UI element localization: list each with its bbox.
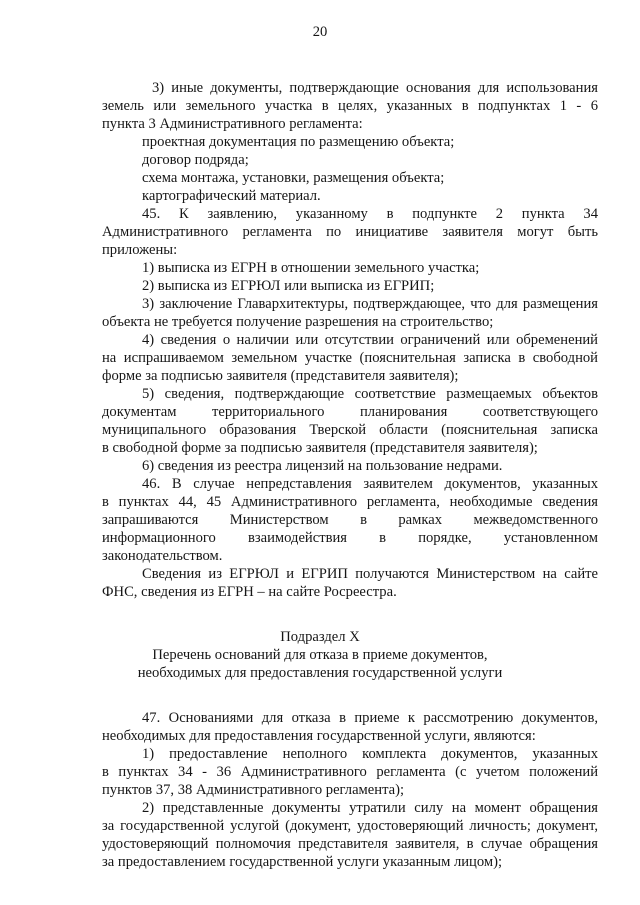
subsection-subtitle: Перечень оснований для отказа в приеме документов, bbox=[152, 647, 488, 663]
text-line: 1) выписка из ЕГРН в отношении земельного участка; bbox=[142, 260, 480, 276]
text-line: ФНС, сведения из ЕГРН – на сайте Росреестра. bbox=[102, 584, 397, 600]
subsection-title: Подраздел X bbox=[280, 629, 360, 645]
text-line: проектная документация по размещению объекта; bbox=[142, 134, 455, 150]
text-line: 2) представленные документы утратили силу на момент обращения bbox=[142, 800, 598, 816]
text-line: пунктов 37, 38 Административного регламента); bbox=[102, 782, 405, 798]
text-line: 3) иные документы, подтверждающие основания для использования bbox=[152, 80, 598, 96]
text-line: Сведения из ЕГРЮЛ и ЕГРИП получаются Министерством на сайте bbox=[142, 566, 598, 582]
text-line: информационного взаимодействия в порядке, установленном bbox=[102, 530, 598, 546]
text-line: законодательством. bbox=[102, 548, 223, 564]
text-line: пункта 3 Административного регламента: bbox=[102, 116, 363, 132]
text-line: 5) сведения, подтверждающие соответствие размещаемых объектов bbox=[142, 386, 598, 402]
subsection-subtitle: необходимых для предоставления государственной услуги bbox=[137, 665, 503, 681]
text-line: 1) предоставление неполного комплекта документов, указанных bbox=[142, 746, 598, 762]
text-line: на испрашиваемом земельном участке (пояснительная записка в свободной bbox=[102, 350, 598, 366]
text-line: в свободной форме за подписью заявителя (представителя заявителя); bbox=[102, 440, 538, 456]
text-line: форме за подписью заявителя (представителя заявителя); bbox=[102, 368, 459, 384]
text-line: 3) заключение Главархитектуры, подтверждающее, что для размещения bbox=[142, 296, 598, 312]
text-line: Административного регламента по инициативе заявителя могут быть bbox=[102, 224, 598, 240]
text-line: в пунктах 44, 45 Административного регламента, необходимые сведения bbox=[102, 494, 598, 510]
text-line: в пунктах 34 - 36 Административного регламента (с учетом положений bbox=[102, 764, 598, 780]
text-line: необходимых для предоставления государственной услуги, являются: bbox=[102, 728, 536, 744]
text-line: запрашиваются Министерством в рамках межведомственного bbox=[102, 512, 598, 528]
text-line: муниципального образования Тверской области (пояснительная записка bbox=[102, 422, 598, 438]
text-line: объекта не требуется получение разрешения на строительство; bbox=[102, 314, 494, 330]
text-line: приложены: bbox=[102, 242, 178, 258]
text-line: схема монтажа, установки, размещения объекта; bbox=[142, 170, 445, 186]
text-line: за государственной услугой (документ, удостоверяющий личность; документ, bbox=[102, 818, 598, 834]
text-line: 6) сведения из реестра лицензий на пользование недрами. bbox=[142, 458, 503, 474]
text-line: за предоставлением государственной услуги указанным лицом); bbox=[102, 854, 503, 870]
text-line: 2) выписка из ЕГРЮЛ или выписка из ЕГРИП; bbox=[142, 278, 435, 294]
text-line: документам территориального планирования соответствующего bbox=[102, 404, 598, 420]
text-line: договор подряда; bbox=[142, 152, 249, 168]
text-line: 47. Основаниями для отказа в приеме к рассмотрению документов, bbox=[142, 710, 598, 726]
text-line: земель или земельного участка в целях, указанных в подпунктах 1 - 6 bbox=[102, 98, 598, 114]
page-number: 20 bbox=[312, 24, 328, 40]
text-line: 4) сведения о наличии или отсутствии ограничений или обременений bbox=[142, 332, 598, 348]
text-line: удостоверяющий полномочия представителя заявителя, в случае обращения bbox=[102, 836, 598, 852]
text-line: 45. К заявлению, указанному в подпункте 2 пункта 34 bbox=[142, 206, 598, 222]
text-line: картографический материал. bbox=[142, 188, 321, 204]
text-line: 46. В случае непредставления заявителем документов, указанных bbox=[142, 476, 598, 492]
